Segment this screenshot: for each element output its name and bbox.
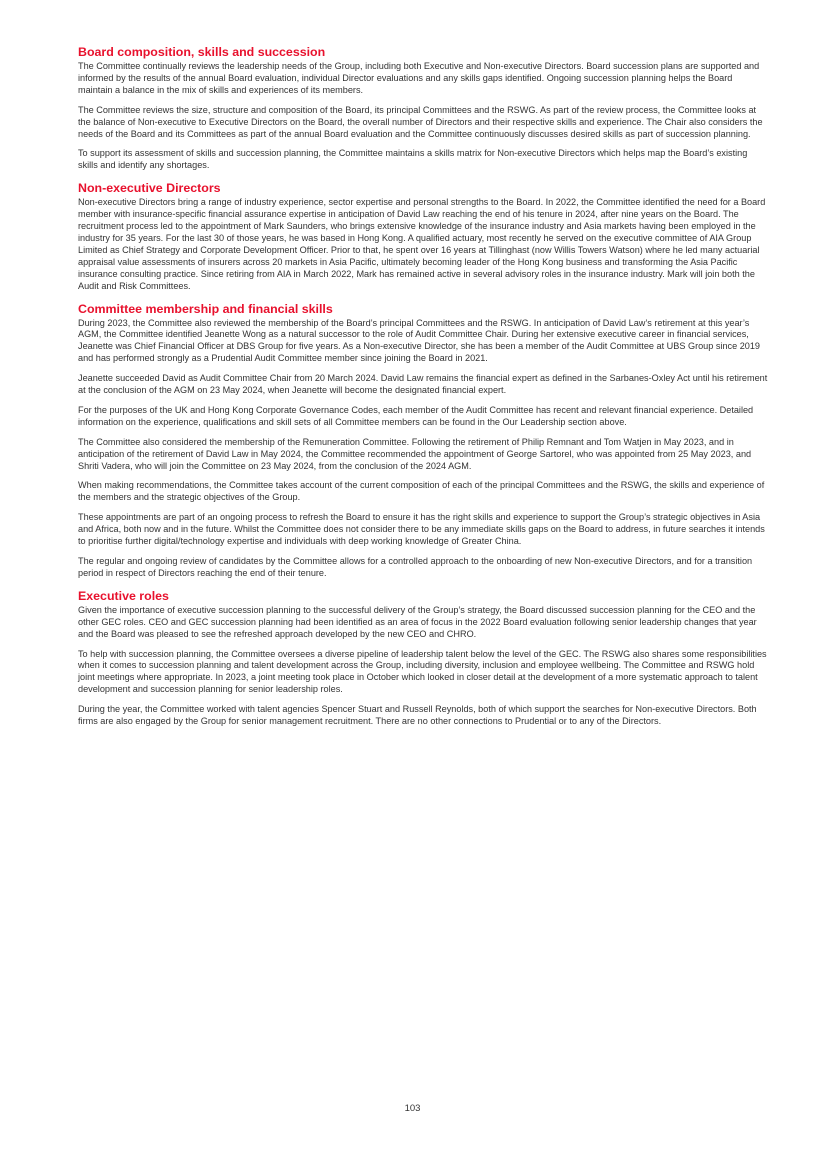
- section-heading: Executive roles: [78, 588, 169, 603]
- section-heading: Non-executive Directors: [78, 181, 221, 196]
- paragraph: During the year, the Committee worked with talent agencies Spencer Stuart and Russell Reynolds, both of which support the searches for Non-executive Directors. Both firms are also engaged by the Group for senior management recruitment. There are no other connections to Prudential or to any of the Directors.: [78, 704, 757, 727]
- paragraph: The Committee also considered the membership of the Remuneration Committee. Following the retirement of Philip Remnant and Tom Watjen in May 2023, and in anticipation of the retirement of David Law in May 2024, the Committee recommended the appointment of George Sartorel, who was appointed from 25 May 2023, and Shriti Vadera, who will join the Committee on 23 May 2024, from the conclusion of the 2024 AGM.: [78, 436, 752, 471]
- section-heading: Committee membership and financial skills: [78, 301, 333, 316]
- page-content: [78, 44, 768, 736]
- paragraph: The Committee continually reviews the leadership needs of the Group, including both Executive and Non-executive Directors. Board succession plans are supported and informed by the results of the annual Board evaluation, individual Director evaluations and any skills gaps identified. Ongoing succession planning helps the Board maintain a balance in the mix of skills and experiences of its members.: [78, 61, 760, 95]
- page-number: 103: [404, 1103, 421, 1114]
- paragraph: During 2023, the Committee also reviewed the membership of the Board’s principal Committees and the RSWG. In anticipation of David Law’s retirement at this year’s AGM, the Committee identified Jeanette Wong as a natural successor to the role of Audit Committee Chair. During her extensive executive career in financial services, Jeanette was Chief Financial Officer at DBS Group for five years. As a Non-executive Director, she has been a member of the Audit Committee at UBS Group since 2019 and has performed strongly as a Prudential Audit Committee member since joining the Board in 2021.: [78, 317, 761, 364]
- paragraph: When making recommendations, the Committee takes account of the current composition of each of the principal Committees and the RSWG, the skills and experience of the members and the strategic objectives of the Group.: [78, 480, 765, 503]
- section-committee-membership: [78, 301, 768, 580]
- paragraph: These appointments are part of an ongoing process to refresh the Board to ensure it has the right skills and experience to support the Group’s strategic objectives in Asia and Africa, both now and in the future. Whilst the Committee does not consider there to be any immediate skills gaps on the Board to address, in future searches it intends to prioritise further digital/technology expertise and individuals with deep working knowledge of Greater China.: [78, 512, 765, 547]
- paragraph: Given the importance of executive succession planning to the successful delivery of the Group’s strategy, the Board discussed succession planning for the CEO and the other GEC roles. CEO and GEC succession planning had been identified as an area of focus in the 2022 Board evaluation following senior leadership changes that year and the Board was pleased to see the refreshed approach developed by the new CEO and CHRO.: [78, 604, 757, 639]
- paragraph: To help with succession planning, the Committee oversees a diverse pipeline of leadership talent below the level of the GEC. The RSWG also shares some responsibilities when it comes to succession planning and talent development across the Group, including diversity, inclusion and employee wellbeing. The Committee and RSWG hold joint meetings where appropriate. In 2023, a joint meeting took place in October which looked in closer detail at the development of a more systematic approach to talent development and succession planning for senior leadership roles.: [78, 648, 767, 695]
- paragraph: To support its assessment of skills and succession planning, the Committee maintains a skills matrix for Non-executive Directors which helps map the Board’s existing skills and identify any shortages.: [78, 148, 748, 171]
- paragraph: The Committee reviews the size, structure and composition of the Board, its principal Committees and the RSWG. As part of the review process, the Committee looks at the balance of Non-executive to Executive Directors on the Board, the overall number of Directors and their respective skills and experience. The Chair also considers the needs of the Board and its Committees as part of the annual Board evaluation and the Committee continuously discusses desired skills as part of succession planning.: [78, 104, 763, 139]
- paragraph: Jeanette succeeded David as Audit Committee Chair from 20 March 2024. David Law remains the financial expert as defined in the Sarbanes-Oxley Act until his retirement at the conclusion of the AGM on 23 May 2024, when Jeanette will become the designated financial expert.: [78, 373, 768, 396]
- section-heading: Board composition, skills and succession: [78, 45, 326, 59]
- section-executive-roles: [78, 588, 768, 728]
- paragraph: Non-executive Directors bring a range of industry experience, sector expertise and personal strengths to the Board. In 2022, the Committee identified the need for a Board member with insurance-specific financial assurance expertise in anticipation of David Law reaching the end of his tenure in 2024, after nine years on the Board. The recruitment process led to the appointment of Mark Saunders, who brings extensive knowledge of the insurance industry and Asia markets having been employed in the industry for 35 years. For the last 30 of those years, he was based in Hong Kong. A qualified actuary, most recently he served on the executive committee of AIA Group Limited as Chief Strategy and Corporate Development Officer. Prior to that, he spent over 16 years at Tillinghast (now Willis Towers Watson) where he led many actuarial appraisal value assessments of insurers across 20 markets in Asia Pacific, ultimately becoming leader of the Hong Kong business and transforming the Asia Pacific insurance consulting practice. Since retiring from AIA in March 2022, Mark has remained active in several advisory roles in the insurance industry. Mark will join both the Audit and Risk Committees.: [78, 197, 766, 291]
- section-board-composition: [78, 44, 768, 172]
- paragraph: The regular and ongoing review of candidates by the Committee allows for a controlled approach to the onboarding of new Non-executive Directors, and for a transition period in respect of Directors reaching the end of their tenure.: [78, 556, 753, 578]
- section-non-executive-directors: [78, 180, 768, 292]
- paragraph: For the purposes of the UK and Hong Kong Corporate Governance Codes, each member of the Audit Committee has recent and relevant financial experience. Detailed information on the experience, qualifications and skill sets of all Committee members can be found in the Our Leadership section above.: [78, 404, 754, 427]
